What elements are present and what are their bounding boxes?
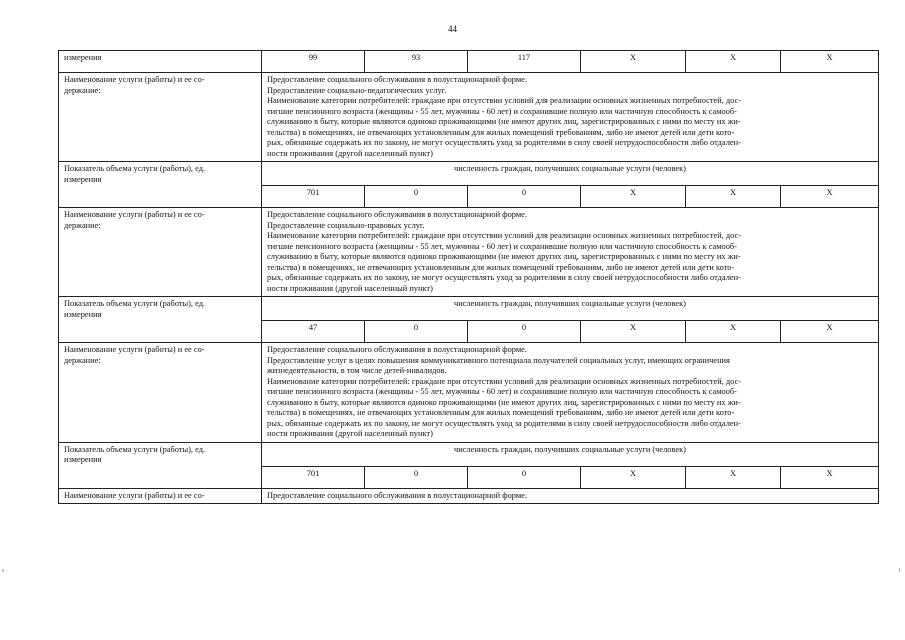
row-label-line: Наименование услуги (работы) и ее со-: [64, 75, 205, 84]
row-label-line: держание:: [64, 220, 101, 230]
description-line: Предоставление социального обслуживания в полустационарной форме.: [267, 75, 527, 84]
description-line: тельства) в помещениях, не отвечающих установленным для жилых помещений требованиям, либо не имеют детей или дети кото-: [267, 408, 735, 417]
description-line: ности проживания (другой населенный пункт): [267, 283, 433, 293]
row-label-line: Наименование услуги (работы) и ее со-: [64, 490, 205, 500]
value-cell: 0: [365, 466, 468, 488]
row-label-line: измерения: [64, 174, 102, 184]
value-cell: 117: [468, 51, 581, 73]
table-row: [59, 73, 879, 162]
value-cell: X: [686, 51, 781, 73]
value-cell: 93: [365, 51, 468, 73]
value-cell: 0: [468, 186, 581, 208]
description-line: Наименование категории потребителей: граждане при отсутствии условий для реализации основных жизненных потребностей, дос-: [267, 96, 742, 105]
indicator-category: численность граждан, получивших социальные услуги (человек): [262, 297, 879, 321]
row-label: [59, 343, 262, 443]
description-line: ности проживания (другой населенный пункт): [267, 148, 433, 158]
description-line: служиванию в быту, которые являются одиноко проживающими (не имеют других лиц, зарегистрированных с ними по месту их жи-: [267, 117, 741, 126]
page-number: 44: [448, 24, 457, 34]
value-cell: X: [581, 51, 686, 73]
table-row: [59, 442, 879, 466]
indicator-category: численность граждан, получивших социальные услуги (человек): [262, 442, 879, 466]
value-cell: X: [686, 466, 781, 488]
value-cell: 0: [468, 466, 581, 488]
row-label-line: Показатель объема услуги (работы), ед.: [64, 444, 206, 454]
description-line: Наименование категории потребителей: граждане при отсутствии условий для реализации основных жизненных потребностей, дос-: [267, 376, 742, 386]
service-description: [262, 343, 879, 443]
value-cell: X: [686, 321, 781, 343]
row-label-line: Наименование услуги (работы) и ее со-: [64, 210, 205, 219]
description-line: Предоставление социального обслуживания в полустационарной форме.: [267, 490, 527, 500]
row-label: [59, 73, 262, 162]
left-edge-mark: s: [2, 568, 5, 574]
value-cell: 99: [262, 51, 365, 73]
description-line: Предоставление социального обслуживания в полустационарной форме.: [267, 345, 527, 354]
table-row: [59, 343, 879, 443]
service-description: [262, 208, 879, 297]
row-label-line: измерения: [64, 53, 102, 62]
description-line: рых, обязанные содержать их по закону, не могут осуществлять уход за родителями в силу своей нетрудоспособности либо отдален-: [267, 273, 741, 282]
value-cell: X: [686, 186, 781, 208]
row-label-line: Показатель объема услуги (работы), ед.: [64, 164, 206, 173]
table-row: [59, 162, 879, 186]
description-line: Наименование категории потребителей: граждане при отсутствии условий для реализации основных жизненных потребностей, дос-: [267, 231, 742, 240]
row-label: [59, 297, 262, 343]
description-line: жизнедеятельности, в том числе детей-инвалидов.: [267, 366, 447, 375]
value-cell: X: [781, 466, 879, 488]
value-cell: X: [581, 186, 686, 208]
row-label: [59, 442, 262, 488]
row-label-line: держание:: [64, 355, 101, 365]
value-cell: 0: [365, 186, 468, 208]
right-edge-mark: 1: [898, 568, 901, 574]
table-row: [59, 51, 879, 73]
description-line: служиванию в быту, которые являются одиноко проживающими (не имеют других лиц, зарегистрированных с ними по месту их жи-: [267, 252, 741, 261]
row-label: [59, 51, 262, 73]
description-line: тигшие пенсионного возраста (женщины - 55 лет, мужчины - 60 лет) и сохранившие полную или частичную способность к самооб-: [267, 387, 737, 396]
description-line: Предоставление социального обслуживания в полустационарной форме.: [267, 210, 527, 219]
row-label-line: Наименование услуги (работы) и ее со-: [64, 345, 205, 354]
value-cell: X: [781, 51, 879, 73]
row-label: [59, 162, 262, 208]
row-label-line: Показатель объема услуги (работы), ед.: [64, 299, 206, 308]
row-label: [59, 208, 262, 297]
indicator-category: численность граждан, получивших социальные услуги (человек): [262, 162, 879, 186]
value-cell: X: [581, 466, 686, 488]
description-line: Предоставление услуг в целях повышения коммуникативного потенциала получателей социальных услуг, имеющих ограничения: [267, 355, 730, 365]
table-row: [59, 297, 879, 321]
description-line: тельства) в помещениях, не отвечающих установленным для жилых помещений требованиям, либо не имеют детей или дети кото-: [267, 262, 735, 272]
row-label: [59, 488, 262, 504]
value-cell: 47: [262, 321, 365, 343]
row-label-line: держание:: [64, 85, 101, 95]
description-line: Предоставление социально-педагогических услуг.: [267, 85, 447, 95]
value-cell: X: [581, 321, 686, 343]
service-description: [262, 488, 879, 504]
value-cell: 0: [468, 321, 581, 343]
value-cell: X: [781, 321, 879, 343]
description-line: ности проживания (другой населенный пункт): [267, 429, 433, 438]
row-label-line: измерения: [64, 309, 102, 319]
row-label-line: измерения: [64, 455, 102, 464]
description-line: Предоставление социально-правовых услуг.: [267, 220, 425, 230]
description-line: служиванию в быту, которые являются одиноко проживающими (не имеют других лиц, зарегистрированных с ними по месту их жи-: [267, 397, 741, 407]
value-cell: 701: [262, 466, 365, 488]
description-line: рых, обязанные содержать их по закону, не могут осуществлять уход за родителями в силу своей нетрудоспособности либо отдален-: [267, 418, 741, 428]
service-description: [262, 73, 879, 162]
description-line: тигшие пенсионного возраста (женщины - 55 лет, мужчины - 60 лет) и сохранившие полную или частичную способность к самооб-: [267, 241, 737, 251]
value-cell: X: [781, 186, 879, 208]
description-line: тельства) в помещениях, не отвечающих установленным для жилых помещений требованиям, либо не имеют детей или дети кото-: [267, 127, 735, 137]
description-line: рых, обязанные содержать их по закону, не могут осуществлять уход за родителями в силу своей нетрудоспособности либо отдален-: [267, 138, 741, 147]
value-cell: 701: [262, 186, 365, 208]
value-cell: 0: [365, 321, 468, 343]
description-line: тигшие пенсионного возраста (женщины - 55 лет, мужчины - 60 лет) и сохранившие полную или частичную способность к самооб-: [267, 106, 737, 116]
table-row: [59, 208, 879, 297]
service-table: [58, 50, 879, 504]
table-row: [59, 488, 879, 504]
